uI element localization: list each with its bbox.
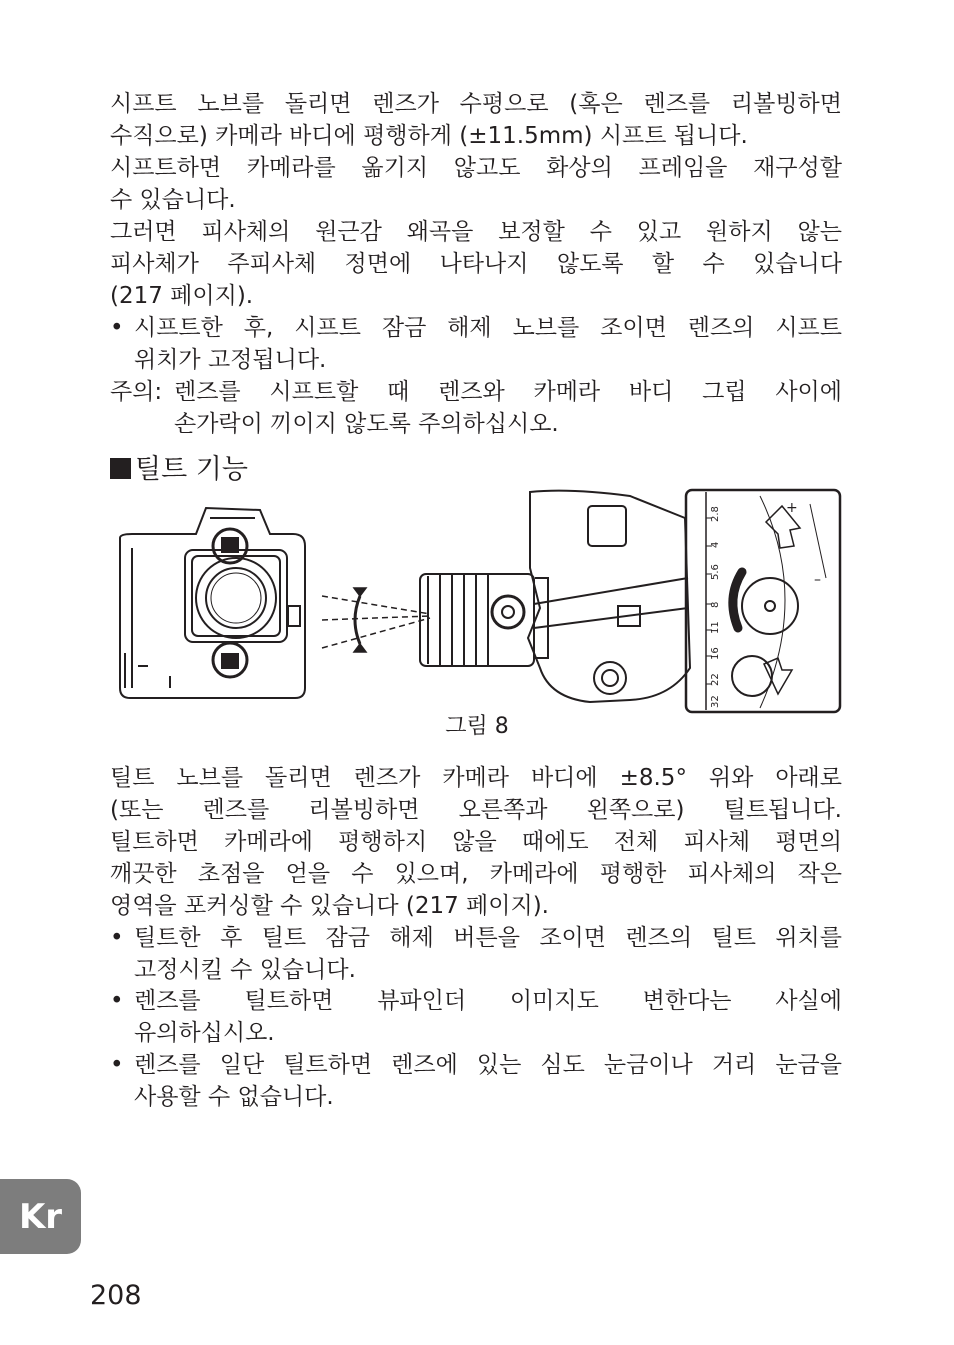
text-line: 피사체가 주피사체 정면에 나타나지 않도록 할 수 있습니다 [110,251,842,277]
text-line: 손가락이 끼이지 않도록 주의하십시오. [174,411,559,437]
minus-label: – [814,572,821,588]
text-line: 렌즈를 일단 틸트하면 렌즈에 있는 심도 눈금이나 거리 눈금을 [134,1052,842,1078]
scale-label: 11 [710,621,721,634]
section-heading [110,452,248,488]
section-title: 틸트 기능 [135,454,248,485]
figure-8-illustration [110,488,842,718]
square-bullet-icon [110,458,131,479]
text-line: 영역을 포커싱할 수 있습니다 (217 페이지). [110,893,549,919]
text-line: 고정시킬 수 있습니다. [134,957,356,983]
text-line: 시프트 노브를 돌리면 렌즈가 수평으로 (혹은 렌즈를 리볼빙하면 [110,91,842,117]
page-number: 208 [90,1280,142,1311]
scale-label: 5.6 [710,564,721,580]
plus-label: + [786,500,798,516]
text-line: 유의하십시오. [134,1020,275,1046]
text-line: 렌즈를 시프트할 때 렌즈와 카메라 바디 그립 사이에 [174,379,842,405]
bullet-marker: • [110,925,124,951]
text-line: 사용할 수 없습니다. [134,1084,334,1110]
scale-label: 32 [710,695,721,708]
note-label: 주의: [110,379,163,405]
text-line: 수직으로) 카메라 바디에 평행하게 (±11.5mm) 시프트 됩니다. [110,123,748,149]
bullet-marker: • [110,988,124,1014]
scale-label: 16 [710,647,721,660]
text-line: 시프트한 후, 시프트 잠금 해제 노브를 조이면 렌즈의 시프트 [134,315,842,341]
text-line: 틸트 노브를 돌리면 렌즈가 카메라 바디에 ±8.5° 위와 아래로 [110,765,842,791]
bullet-marker: • [110,1052,124,1078]
scale-label: 22 [710,673,721,686]
text-line: 위치가 고정됩니다. [134,347,327,373]
text-line: 시프트하면 카메라를 옮기지 않고도 화상의 프레임을 재구성할 [110,155,842,181]
intro-paragraph [110,88,842,312]
camera-lens-illustration [110,488,842,718]
text-line: 깨끗한 초점을 얻을 수 있으며, 카메라에 평행한 피사체의 작은 [110,861,842,887]
text-line: 수 있습니다. [110,187,236,213]
scale-label: 4 [710,541,721,548]
text-line: 틸트한 후 틸트 잠금 해제 버튼을 조이면 렌즈의 틸트 위치를 [134,925,842,951]
figure-caption: 그림 8 [445,714,509,739]
text-line: 틸트하면 카메라에 평행하지 않을 때에도 전체 피사체 평면의 [110,829,842,855]
note-text [174,376,842,440]
text-line: 렌즈를 틸트하면 뷰파인더 이미지도 변한다는 사실에 [134,988,842,1014]
text-line: (217 페이지). [110,283,254,309]
tilt-motion-arrows [322,588,430,652]
text-line: 그러면 피사체의 원근감 왜곡을 보정할 수 있고 원하지 않는 [110,219,842,245]
scale-label: 8 [710,601,721,608]
camera-top-view [420,491,690,702]
scale-label: 2.8 [710,506,721,522]
language-tab: Kr [0,1179,81,1254]
bullet-marker: • [110,315,124,341]
tilt-paragraph [110,762,842,922]
text-line: (또는 렌즈를 리볼빙하면 오른쪽과 왼쪽으로) 틸트됩니다. [110,797,842,823]
camera-front-view [120,508,305,698]
